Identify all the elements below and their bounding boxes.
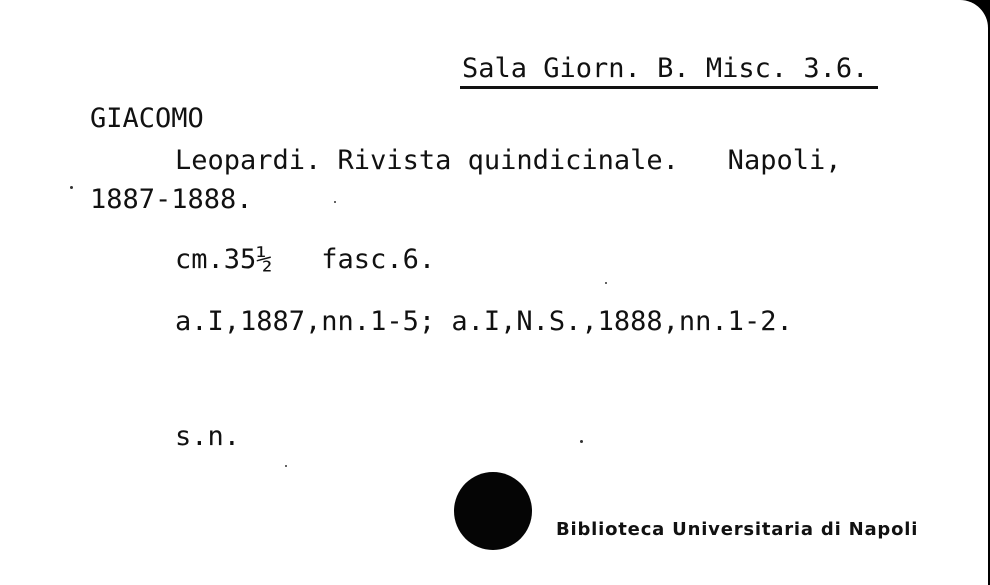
note-line: s.n. bbox=[175, 421, 241, 452]
ink-speck bbox=[285, 465, 287, 467]
ink-speck bbox=[580, 440, 583, 443]
shelfmark-underline bbox=[460, 86, 878, 89]
library-stamp-icon bbox=[454, 472, 532, 550]
ink-speck bbox=[70, 186, 73, 189]
library-stamp-label: Biblioteca Universitaria di Napoli bbox=[556, 519, 919, 540]
dimensions-line: cm.35½ fasc.6. bbox=[175, 244, 436, 275]
title-line-2: 1887-1888. bbox=[90, 184, 253, 215]
holdings-line: a.I,1887,nn.1-5; a.I,N.S.,1888,nn.1-2. bbox=[175, 306, 793, 337]
ink-speck bbox=[605, 282, 607, 284]
heading: GIACOMO bbox=[90, 103, 204, 134]
ink-speck bbox=[334, 201, 336, 203]
title-line-1: Leopardi. Rivista quindicinale. Napoli, bbox=[175, 145, 842, 176]
shelfmark: Sala Giorn. B. Misc. 3.6. bbox=[462, 53, 869, 84]
